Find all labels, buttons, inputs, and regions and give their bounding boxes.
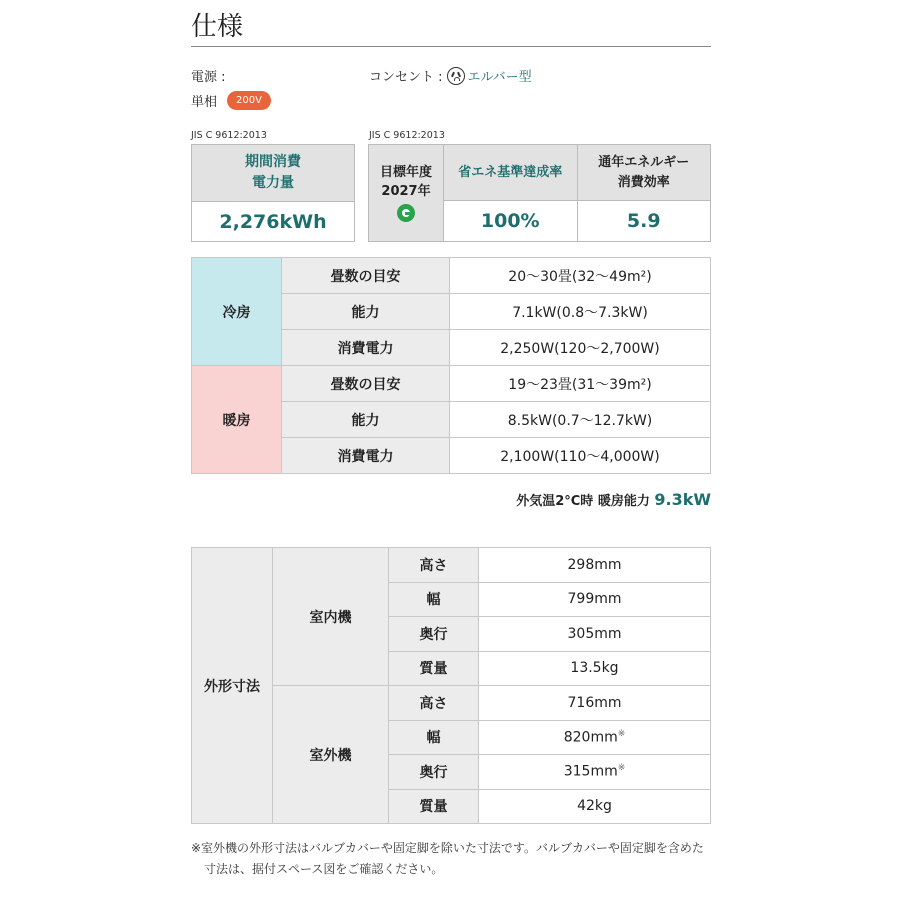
achievement-rate-value: 100% [480,210,540,233]
row-value: 13.5kg [479,651,711,686]
apf-head: 通年エネルギー 消費効率 [578,145,711,201]
row-value: 799mm [479,582,711,617]
row-label: 消費電力 [282,438,450,474]
indoor-unit-label: 室内機 [273,548,389,686]
row-value: 7.1kW(0.8〜7.3kW) [450,294,711,330]
achievement-rate-head: 省エネ基準達成率 [444,145,577,201]
power-info [191,66,271,110]
table-row [192,258,711,294]
row-value: 2,250W(120〜2,700W) [450,330,711,366]
footnote: ※室外機の外形寸法はバルブカバーや固定脚を除いた寸法です。バルブカバーや固定脚を含めた 寸法は、据付スペース図をご確認ください。 [191,841,704,876]
row-label: 能力 [282,402,450,438]
row-label: 質量 [389,651,479,686]
row-label: 消費電力 [282,330,450,366]
energy-efficiency-box [368,144,711,242]
energy-saving-leaf-icon [397,204,415,222]
outside-temp-label: 外気温2°C時 暖房能力 [516,494,650,509]
footnote-mark: ※ [617,763,626,774]
page-title: 仕様 [191,12,244,42]
jis-standard-left: JIS C 9612:2013 [191,130,267,141]
dimensions-table [191,547,711,824]
row-value: 2,100W(110〜4,000W) [450,438,711,474]
heating-label: 暖房 [192,366,282,474]
voltage-badge: 200V [227,91,271,110]
dimensions-label: 外形寸法 [192,548,273,824]
elbow-outlet-icon [447,67,465,85]
row-value: 315mm※ [479,755,711,790]
apf-value: 5.9 [626,210,661,233]
period-consumption-value: 2,276kWh [219,211,327,233]
footnote-mark: ※ [617,728,626,739]
row-label: 奥行 [389,755,479,790]
table-row [192,548,711,583]
target-year: 目標年度 2027年 [369,145,444,241]
row-value: 19〜23畳(31〜39m²) [450,366,711,402]
outlet-label: コンセント : [369,70,443,85]
outside-temp-value: 9.3kW [654,490,711,509]
row-label: 幅 [389,720,479,755]
jis-standard-right: JIS C 9612:2013 [369,130,445,141]
row-label: 畳数の目安 [282,258,450,294]
power-label: 電源 : [191,70,226,85]
period-consumption-head: 期間消費 電力量 [192,145,354,202]
performance-table [191,257,711,474]
cooling-label: 冷房 [192,258,282,366]
row-label: 高さ [389,686,479,721]
outlet-type: エルバー型 [467,70,532,85]
row-value: 298mm [479,548,711,583]
row-value: 42kg [479,789,711,824]
row-label: 畳数の目安 [282,366,450,402]
row-label: 幅 [389,582,479,617]
row-value: 716mm [479,686,711,721]
period-consumption-box [191,144,355,242]
row-label: 能力 [282,294,450,330]
row-value: 820mm※ [479,720,711,755]
row-label: 高さ [389,548,479,583]
row-label: 質量 [389,789,479,824]
row-value: 305mm [479,617,711,652]
row-label: 奥行 [389,617,479,652]
table-row [192,366,711,402]
row-value: 8.5kW(0.7〜12.7kW) [450,402,711,438]
outside-temp-capacity [516,490,711,509]
title-divider [191,46,711,47]
power-phase: 単相 [191,95,218,110]
row-value: 20〜30畳(32〜49m²) [450,258,711,294]
outlet-info [369,66,532,85]
outdoor-unit-label: 室外機 [273,686,389,824]
